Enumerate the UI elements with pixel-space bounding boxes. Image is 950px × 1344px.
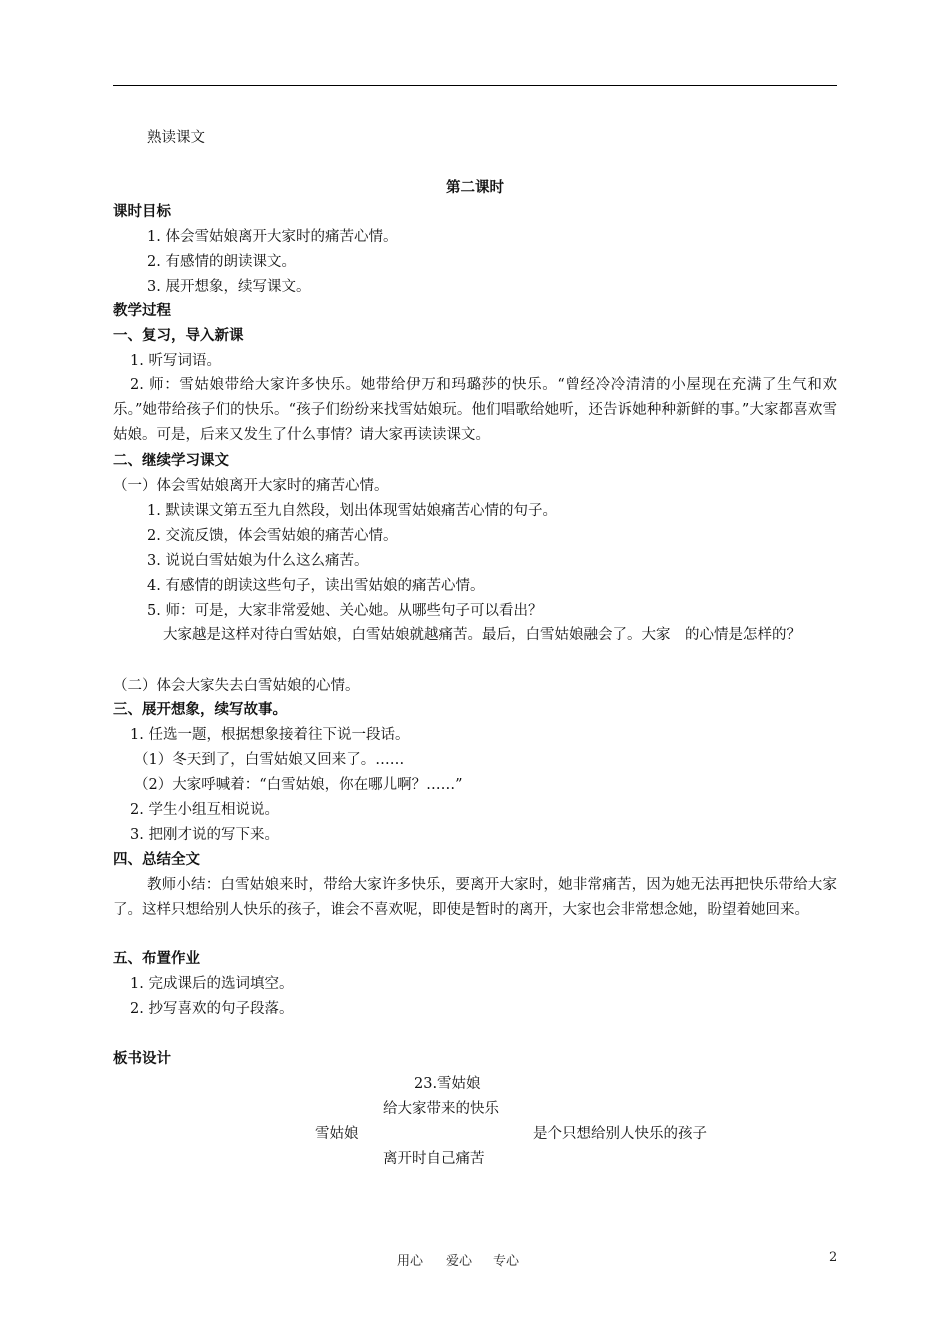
section1-heading: 一、复习，导入新课 <box>113 327 244 344</box>
board-left-word: 雪姑娘 <box>315 1126 359 1142</box>
page-number: 2 <box>829 1250 838 1265</box>
goal-item: 1. 体会雪姑娘离开大家时的痛苦心情。 <box>147 229 398 245</box>
section2-item: 5. 师：可是，大家非常爱她、关心她。从哪些句子可以看出？ <box>147 603 543 619</box>
footer-word: 爱心 <box>446 1254 473 1269</box>
lesson-title: 第二课时 <box>446 179 504 196</box>
section3-item2: 2. 学生小组互相说说。 <box>130 802 279 818</box>
section3-option1: （1）冬天到了，白雪姑娘又回来了。…… <box>134 752 405 768</box>
footer-word: 专心 <box>493 1254 520 1269</box>
board-top-line: 给大家带来的快乐 <box>383 1101 499 1117</box>
section3-item3: 3. 把刚才说的写下来。 <box>130 827 279 843</box>
goals-heading: 课时目标 <box>113 203 171 220</box>
section3-item1: 1. 任选一题，根据想象接着往下说一段话。 <box>130 727 410 743</box>
section3-heading: 三、展开想象，续写故事。 <box>113 701 287 718</box>
section2-sub1: （一）体会雪姑娘离开大家时的痛苦心情。 <box>113 478 389 494</box>
header-rule <box>113 85 837 86</box>
goal-item: 2. 有感情的朗读课文。 <box>147 254 296 270</box>
section2-item: 4. 有感情的朗读这些句子，读出雪姑娘的痛苦心情。 <box>147 578 485 594</box>
section5-item2: 2. 抄写喜欢的句子段落。 <box>130 1001 294 1017</box>
section2-heading: 二、继续学习课文 <box>113 452 229 469</box>
section2-paragraph: 大家越是这样对待白雪姑娘，白雪姑娘就越痛苦。最后，白雪姑娘融会了。大家 的心情是怎样的？ <box>163 627 801 643</box>
section2-sub2: （二）体会大家失去白雪姑娘的心情。 <box>113 678 360 694</box>
footer-word: 用心 <box>397 1254 424 1269</box>
section2-item: 3. 说说白雪姑娘为什么这么痛苦。 <box>147 553 369 569</box>
board-heading: 板书设计 <box>113 1050 171 1067</box>
section4-heading: 四、总结全文 <box>113 851 200 868</box>
goal-item: 3. 展开想象，续写课文。 <box>147 279 311 295</box>
section1-item1: 1. 听写词语。 <box>130 353 221 369</box>
board-title: 23.雪姑娘 <box>414 1076 481 1092</box>
process-heading: 教学过程 <box>113 302 171 319</box>
board-right-line: 是个只想给别人快乐的孩子 <box>533 1126 707 1142</box>
section2-item: 2. 交流反馈，体会雪姑娘的痛苦心情。 <box>147 528 398 544</box>
section4-summary: 教师小结：白雪姑娘来时，带给大家许多快乐，要离开大家时，她非常痛苦，因为她无法再把快乐带给大家了。这样只想给别人快乐的孩子，谁会不喜欢呢，即使是暂时的离开，大家也会非常想念她，盼望着她回来。 <box>113 877 837 918</box>
section5-item1: 1. 完成课后的选词填空。 <box>130 976 294 992</box>
board-bottom-line: 离开时自己痛苦 <box>383 1151 485 1167</box>
section2-item: 1. 默读课文第五至九自然段，划出体现雪姑娘痛苦心情的句子。 <box>147 503 557 519</box>
pre-note: 熟读课文 <box>147 130 205 146</box>
section5-heading: 五、布置作业 <box>113 950 200 967</box>
section3-option2: （2）大家呼喊着：“白雪姑娘，你在哪儿啊？……” <box>134 777 463 793</box>
section1-item2: 2. 师：雪姑娘带给大家许多快乐。她带给伊万和玛璐莎的快乐。“曾经冷冷清清的小屋现在充满了生气和欢乐。”她带给孩子们的快乐。“孩子们纷纷来找雪姑娘玩。他们唱歌给她听，还告诉她种种新鲜的事。”大家都喜欢雪姑娘。可是，后来又发生了什么事情？请大家再读读课文。 <box>113 377 837 443</box>
